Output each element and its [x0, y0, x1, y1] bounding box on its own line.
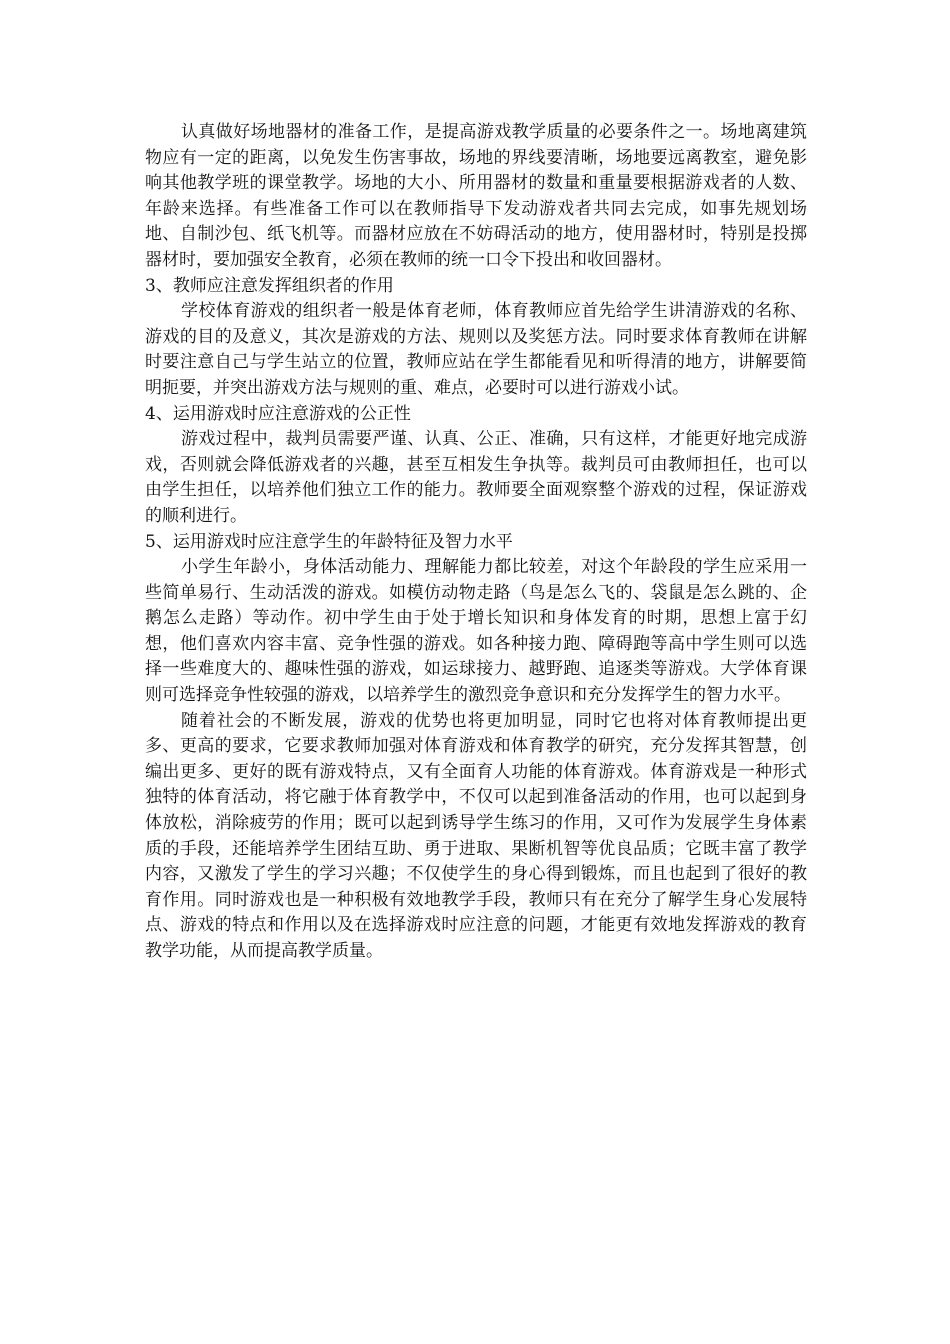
paragraph-conclusion: 随着社会的不断发展，游戏的优势也将更加明显，同时它也将对体育教师提出更多、更高的要求，它要求教师加强对体育游戏和体育教学的研究，充分发挥其智慧，创编出更多、更好的既有游戏特点，又有全面育人功能的体育游戏。体育游戏是一种形式独特的体育活动，将它融于体育教学中，不仅可以起到准备活动的作用，也可以起到身体放松，消除疲劳的作用；既可以起到诱导学生练习的作用，又可作为发展学生身体素质的手段，还能培养学生团结互助、勇于进取、果断机智等优良品质；它既丰富了教学内容，又激发了学生的学习兴趣；不仅使学生的身心得到锻炼，而且也起到了很好的教育作用。同时游戏也是一种积极有效地教学手段，教师只有在充分了解学生身心发展特点、游戏的特点和作用以及在选择游戏时应注意的问题，才能更有效地发挥游戏的教育教学功能，从而提高教学质量。	[145, 710, 807, 961]
section-heading-5: 5、运用游戏时应注意学生的年龄特征及智力水平	[145, 531, 513, 552]
paragraph-teacher-organizer: 学校体育游戏的组织者一般是体育老师，体育教师应首先给学生讲清游戏的名称、游戏的目的及意义，其次是游戏的方法、规则以及奖惩方法。同时要求体育教师在讲解时要注意自己与学生站立的位置，教师应站在学生都能看见和听得清的地方，讲解要简明扼要，并突出游戏方法与规则的重、难点，必要时可以进行游戏小试。	[145, 301, 807, 398]
section-heading-4: 4、运用游戏时应注意游戏的公正性	[145, 403, 411, 424]
section-heading-3: 3、教师应注意发挥组织者的作用	[145, 275, 394, 296]
paragraph-game-fairness: 游戏过程中，裁判员需要严谨、认真、公正、准确，只有这样，才能更好地完成游戏，否则就会降低游戏者的兴趣，甚至互相发生争执等。裁判员可由教师担任，也可以由学生担任，以培养他们独立工作的能力。教师要全面观察整个游戏的过程，保证游戏的顺利进行。	[145, 429, 807, 526]
paragraph-age-characteristics: 小学生年龄小，身体活动能力、理解能力都比较差，对这个年龄段的学生应采用一些简单易行、生动活泼的游戏。如模仿动物走路（鸟是怎么飞的、袋鼠是怎么跳的、企鹅怎么走路）等动作。初中学生由于处于增长知识和身体发育的时期，思想上富于幻想，他们喜欢内容丰富、竞争性强的游戏。如各种接力跑、障碍跑等高中学生则可以选择一些难度大的、趣味性强的游戏，如运球接力、越野跑、追逐类等游戏。大学体育课则可选择竞争性较强的游戏，以培养学生的激烈竞争意识和充分发挥学生的智力水平。	[145, 557, 807, 706]
paragraph-equipment-preparation: 认真做好场地器材的准备工作，是提高游戏教学质量的必要条件之一。场地离建筑物应有一定的距离，以免发生伤害事故，场地的界线要清晰，场地要远离教室，避免影响其他教学班的课堂教学。场地的大小、所用器材的数量和重量要根据游戏者的人数、年龄来选择。有些准备工作可以在教师指导下发动游戏者共同去完成，如事先规划场地、自制沙包、纸飞机等。而器材应放在不妨碍活动的地方，使用器材时，特别是投掷器材时，要加强安全教育，必须在教师的统一口令下投出和收回器材。	[145, 122, 807, 270]
document-body	[145, 120, 807, 965]
